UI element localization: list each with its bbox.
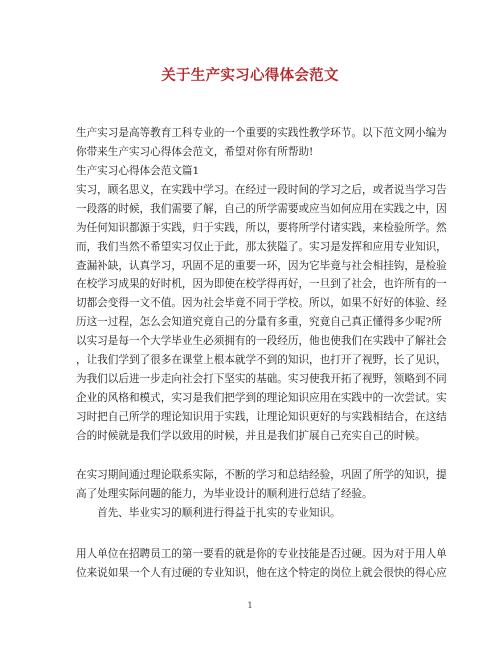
text-line: 一段落的时候，我们需要了解，自己的所学需要或应当如何应用在实践之中，因 (76, 202, 447, 215)
text-line: 在校学习成果的好时机，因为即使在校学得再好，一旦到了社会，也许所有的一 (76, 278, 447, 291)
text-line: 历这一过程，怎么会知道究竟自己的分量有多重，究竟自己真正懂得多少呢?所 (76, 316, 442, 329)
text-line: 用人单位在招聘员工的第一要看的就是你的专业技能是否过硬。因为对于用人单 (76, 548, 447, 560)
text-line: 首先、毕业实习的顺利进行得益于扎实的专业知识。 (97, 506, 341, 519)
section-heading: 生产实习心得体会范文篇1 (76, 164, 200, 177)
text-line: 高了处理实际问题的能力，为毕业设计的顺利进行总结了经验。 (76, 487, 373, 500)
main-paragraph (76, 181, 447, 445)
text-line: 企业的风格和模式，实习是我们把学到的理论知识应用在实践中的一次尝试。实 (76, 391, 447, 404)
text-line: ，让我们学到了很多在课堂上根本就学不到的知识，也打开了视野，长了见识， (76, 354, 447, 367)
document-title: 关于生产实习心得体会范文 (161, 68, 339, 84)
page-number: 1 (247, 601, 253, 610)
text-line: 你带来生产实习心得体会范文，希望对你有所帮助! (76, 145, 314, 158)
text-line: 切都会变得一文不值。因为社会毕竟不同于学校。所以，如果不好好的体验、经 (76, 297, 447, 310)
text-line: 查漏补缺，认真学习，巩固不足的重要一环，因为它毕竟与社会相挂钩，是检验 (76, 259, 447, 272)
text-line: 在实习期间通过理论联系实际，不断的学习和总结经验，巩固了所学的知识，提 (76, 469, 447, 481)
text-line: 为我们以后进一步走向社会打下坚实的基础。实习使我开拓了视野，领略到不同 (76, 372, 447, 385)
text-line: 以实习是每一个大学毕业生必须拥有的一段经历，他也使我们在实践中了解社会 (76, 335, 447, 348)
intro-paragraph (76, 124, 447, 181)
text-line: 习时把自己所学的理论知识用于实践，让理论知识更好的与实践相结合，在这结 (76, 410, 447, 423)
second-paragraph (76, 466, 447, 523)
text-line: 位来说如果一个人有过硬的专业知识，他在这个特定的岗位上就会很快的得心应 (76, 566, 447, 579)
text-line: 生产实习是高等教育工科专业的一个重要的实践性教学环节。以下范文网小编为 (76, 127, 447, 139)
third-paragraph (76, 545, 447, 583)
text-line: 合的时候就是我们学以致用的时候，并且是我们扩展自己充实自己的时候。 (76, 429, 426, 442)
text-line: 实习，顾名思义，在实践中学习。在经过一段时间的学习之后，或者说当学习告 (76, 184, 447, 196)
text-line: 而，我们当然不希望实习仅止于此，那太狭隘了。实习是发挥和应用专业知识， (76, 240, 447, 253)
text-line: 为任何知识都源于实践，归于实践，所以，要将所学付诸实践，来检验所学。然 (76, 221, 447, 234)
